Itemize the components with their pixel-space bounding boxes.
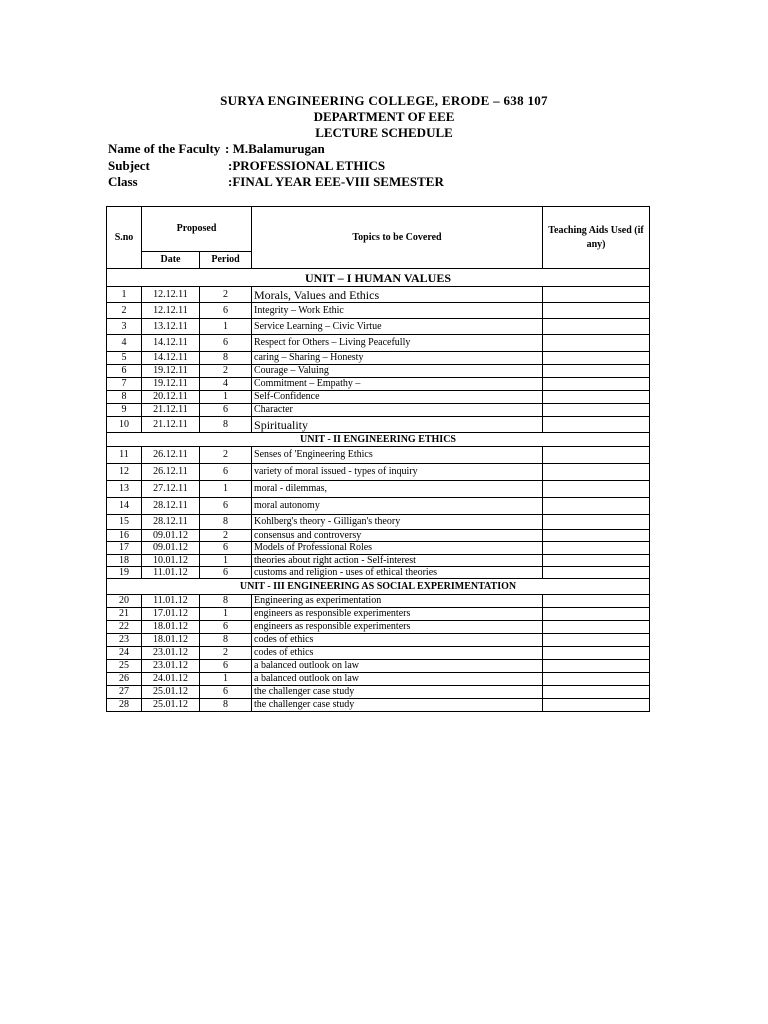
date-cell: 18.01.12 (142, 621, 200, 634)
date-cell: 09.01.12 (142, 542, 200, 555)
topic-cell: a balanced outlook on law (252, 673, 543, 686)
sno-cell: 11 (107, 447, 142, 464)
topic-cell: moral - dilemmas, (252, 481, 543, 498)
topic-cell: Engineering as experimentation (252, 595, 543, 608)
date-cell: 14.12.11 (142, 335, 200, 352)
topic-cell: Character (252, 404, 543, 417)
topic-cell: the challenger case study (252, 699, 543, 712)
sno-cell: 10 (107, 417, 142, 433)
teaching-aids-cell (543, 634, 650, 647)
period-cell: 1 (200, 608, 252, 621)
date-cell: 21.12.11 (142, 417, 200, 433)
date-cell: 14.12.11 (142, 352, 200, 365)
topic-cell: theories about right action - Self-interest (252, 555, 543, 567)
table-row (107, 621, 650, 634)
sno-cell: 3 (107, 319, 142, 335)
date-cell: 13.12.11 (142, 319, 200, 335)
table-row (107, 542, 650, 555)
teaching-aids-cell (543, 699, 650, 712)
date-cell: 10.01.12 (142, 555, 200, 567)
faculty-value: : M.Balamurugan (225, 141, 325, 156)
teaching-aids-cell (543, 378, 650, 391)
date-cell: 24.01.12 (142, 673, 200, 686)
teaching-aids-cell (543, 303, 650, 319)
sno-cell: 19 (107, 567, 142, 579)
teaching-aids-cell (543, 319, 650, 335)
sno-cell: 22 (107, 621, 142, 634)
topic-cell: variety of moral issued - types of inquiry (252, 464, 543, 481)
period-cell: 6 (200, 335, 252, 352)
period-cell: 2 (200, 447, 252, 464)
teaching-aids-cell (543, 391, 650, 404)
table-row (107, 303, 650, 319)
faculty-line (108, 141, 325, 157)
col-header-period: Period (200, 252, 252, 269)
period-cell: 2 (200, 530, 252, 542)
topic-cell: Spirituality (252, 417, 543, 433)
header-row (107, 207, 650, 252)
table-row (107, 595, 650, 608)
topic-cell: moral autonomy (252, 498, 543, 515)
date-cell: 26.12.11 (142, 447, 200, 464)
topic-cell: Commitment – Empathy – (252, 378, 543, 391)
teaching-aids-cell (543, 673, 650, 686)
teaching-aids-cell (543, 287, 650, 303)
unit-heading-row (107, 579, 650, 595)
topic-cell: the challenger case study (252, 686, 543, 699)
table-row (107, 634, 650, 647)
teaching-aids-cell (543, 365, 650, 378)
teaching-aids-cell (543, 660, 650, 673)
period-cell: 6 (200, 542, 252, 555)
teaching-aids-cell (543, 464, 650, 481)
topic-cell: customs and religion - uses of ethical theories (252, 567, 543, 579)
date-cell: 27.12.11 (142, 481, 200, 498)
topic-cell: codes of ethics (252, 634, 543, 647)
date-cell: 11.01.12 (142, 595, 200, 608)
period-cell: 1 (200, 555, 252, 567)
table-row (107, 530, 650, 542)
topic-cell: Courage – Valuing (252, 365, 543, 378)
date-cell: 20.12.11 (142, 391, 200, 404)
date-cell: 21.12.11 (142, 404, 200, 417)
sno-cell: 1 (107, 287, 142, 303)
teaching-aids-cell (543, 595, 650, 608)
table-row (107, 699, 650, 712)
date-cell: 19.12.11 (142, 378, 200, 391)
topic-cell: Service Learning – Civic Virtue (252, 319, 543, 335)
faculty-label: Name of the Faculty (108, 141, 221, 156)
unit-heading-row (107, 433, 650, 447)
col-header-sno: S.no (107, 207, 142, 269)
teaching-aids-cell (543, 404, 650, 417)
period-cell: 6 (200, 567, 252, 579)
table-row (107, 365, 650, 378)
date-cell: 25.01.12 (142, 699, 200, 712)
period-cell: 6 (200, 404, 252, 417)
teaching-aids-cell (543, 335, 650, 352)
date-cell: 18.01.12 (142, 634, 200, 647)
period-cell: 2 (200, 365, 252, 378)
unit-heading: UNIT - III ENGINEERING AS SOCIAL EXPERIMENTATION (107, 579, 650, 595)
teaching-aids-cell (543, 542, 650, 555)
sno-cell: 18 (107, 555, 142, 567)
table-row (107, 673, 650, 686)
table-row (107, 447, 650, 464)
col-header-topics: Topics to be Covered (252, 207, 543, 269)
date-cell: 28.12.11 (142, 498, 200, 515)
sno-cell: 2 (107, 303, 142, 319)
table-row (107, 567, 650, 579)
class-value: :FINAL YEAR EEE-VIII SEMESTER (228, 174, 444, 189)
period-cell: 1 (200, 481, 252, 498)
subject-label: Subject (108, 158, 150, 173)
date-cell: 23.01.12 (142, 647, 200, 660)
sno-cell: 15 (107, 515, 142, 530)
date-cell: 12.12.11 (142, 303, 200, 319)
unit-heading: UNIT - II ENGINEERING ETHICS (107, 433, 650, 447)
sno-cell: 24 (107, 647, 142, 660)
teaching-aids-cell (543, 447, 650, 464)
date-cell: 19.12.11 (142, 365, 200, 378)
teaching-aids-cell (543, 555, 650, 567)
period-cell: 2 (200, 287, 252, 303)
teaching-aids-cell (543, 515, 650, 530)
class-line (108, 174, 444, 190)
sno-cell: 26 (107, 673, 142, 686)
topic-cell: caring – Sharing – Honesty (252, 352, 543, 365)
sno-cell: 12 (107, 464, 142, 481)
date-cell: 25.01.12 (142, 686, 200, 699)
document-title: LECTURE SCHEDULE (315, 125, 453, 140)
table-row (107, 319, 650, 335)
period-cell: 6 (200, 621, 252, 634)
col-header-aids: Teaching Aids Used (if any) (543, 207, 650, 269)
col-header-proposed: Proposed (142, 207, 252, 252)
topic-cell: Models of Professional Roles (252, 542, 543, 555)
teaching-aids-cell (543, 647, 650, 660)
lecture-schedule-table (106, 206, 650, 712)
table-row (107, 378, 650, 391)
date-cell: 17.01.12 (142, 608, 200, 621)
period-cell: 4 (200, 378, 252, 391)
period-cell: 8 (200, 515, 252, 530)
period-cell: 8 (200, 634, 252, 647)
period-cell: 6 (200, 464, 252, 481)
sno-cell: 4 (107, 335, 142, 352)
period-cell: 1 (200, 319, 252, 335)
teaching-aids-cell (543, 567, 650, 579)
sno-cell: 21 (107, 608, 142, 621)
table-row (107, 335, 650, 352)
topic-cell: Integrity – Work Ethic (252, 303, 543, 319)
sno-cell: 14 (107, 498, 142, 515)
unit-heading-row (107, 269, 650, 287)
teaching-aids-cell (543, 352, 650, 365)
table-row (107, 660, 650, 673)
subject-value: :PROFESSIONAL ETHICS (228, 158, 386, 173)
topic-cell: consensus and controversy (252, 530, 543, 542)
date-cell: 09.01.12 (142, 530, 200, 542)
table-row (107, 686, 650, 699)
table-row (107, 287, 650, 303)
table-row (107, 647, 650, 660)
date-cell: 26.12.11 (142, 464, 200, 481)
table-row (107, 498, 650, 515)
period-cell: 2 (200, 647, 252, 660)
topic-cell: Respect for Others – Living Peacefully (252, 335, 543, 352)
table-row (107, 417, 650, 433)
topic-cell: engineers as responsible experimenters (252, 621, 543, 634)
period-cell: 8 (200, 595, 252, 608)
table-row (107, 481, 650, 498)
topic-cell: engineers as responsible experimenters (252, 608, 543, 621)
teaching-aids-cell (543, 481, 650, 498)
date-cell: 28.12.11 (142, 515, 200, 530)
department-name: DEPARTMENT OF EEE (313, 109, 455, 124)
topic-cell: Self-Confidence (252, 391, 543, 404)
sno-cell: 17 (107, 542, 142, 555)
period-cell: 1 (200, 391, 252, 404)
period-cell: 8 (200, 417, 252, 433)
period-cell: 8 (200, 352, 252, 365)
sno-cell: 8 (107, 391, 142, 404)
sno-cell: 28 (107, 699, 142, 712)
sno-cell: 9 (107, 404, 142, 417)
table-row (107, 555, 650, 567)
teaching-aids-cell (543, 417, 650, 433)
teaching-aids-cell (543, 530, 650, 542)
date-cell: 12.12.11 (142, 287, 200, 303)
date-cell: 23.01.12 (142, 660, 200, 673)
college-name: SURYA ENGINEERING COLLEGE, ERODE – 638 107 (220, 93, 548, 108)
period-cell: 6 (200, 498, 252, 515)
sno-cell: 25 (107, 660, 142, 673)
class-label: Class (108, 174, 138, 189)
teaching-aids-cell (543, 686, 650, 699)
sno-cell: 27 (107, 686, 142, 699)
sno-cell: 13 (107, 481, 142, 498)
topic-cell: codes of ethics (252, 647, 543, 660)
teaching-aids-cell (543, 498, 650, 515)
period-cell: 8 (200, 699, 252, 712)
period-cell: 1 (200, 673, 252, 686)
sno-cell: 7 (107, 378, 142, 391)
sno-cell: 23 (107, 634, 142, 647)
unit-heading: UNIT – I HUMAN VALUES (107, 269, 650, 287)
period-cell: 6 (200, 660, 252, 673)
sno-cell: 20 (107, 595, 142, 608)
table-row (107, 391, 650, 404)
subject-line (108, 158, 385, 174)
sno-cell: 5 (107, 352, 142, 365)
topic-cell: Morals, Values and Ethics (252, 287, 543, 303)
sno-cell: 16 (107, 530, 142, 542)
table-row (107, 464, 650, 481)
teaching-aids-cell (543, 621, 650, 634)
table-row (107, 608, 650, 621)
table-row (107, 352, 650, 365)
teaching-aids-cell (543, 608, 650, 621)
topic-cell: Kohlberg's theory - Gilligan's theory (252, 515, 543, 530)
col-header-date: Date (142, 252, 200, 269)
topic-cell: Senses of 'Engineering Ethics (252, 447, 543, 464)
period-cell: 6 (200, 686, 252, 699)
table-row (107, 515, 650, 530)
date-cell: 11.01.12 (142, 567, 200, 579)
sno-cell: 6 (107, 365, 142, 378)
topic-cell: a balanced outlook on law (252, 660, 543, 673)
table-row (107, 404, 650, 417)
period-cell: 6 (200, 303, 252, 319)
